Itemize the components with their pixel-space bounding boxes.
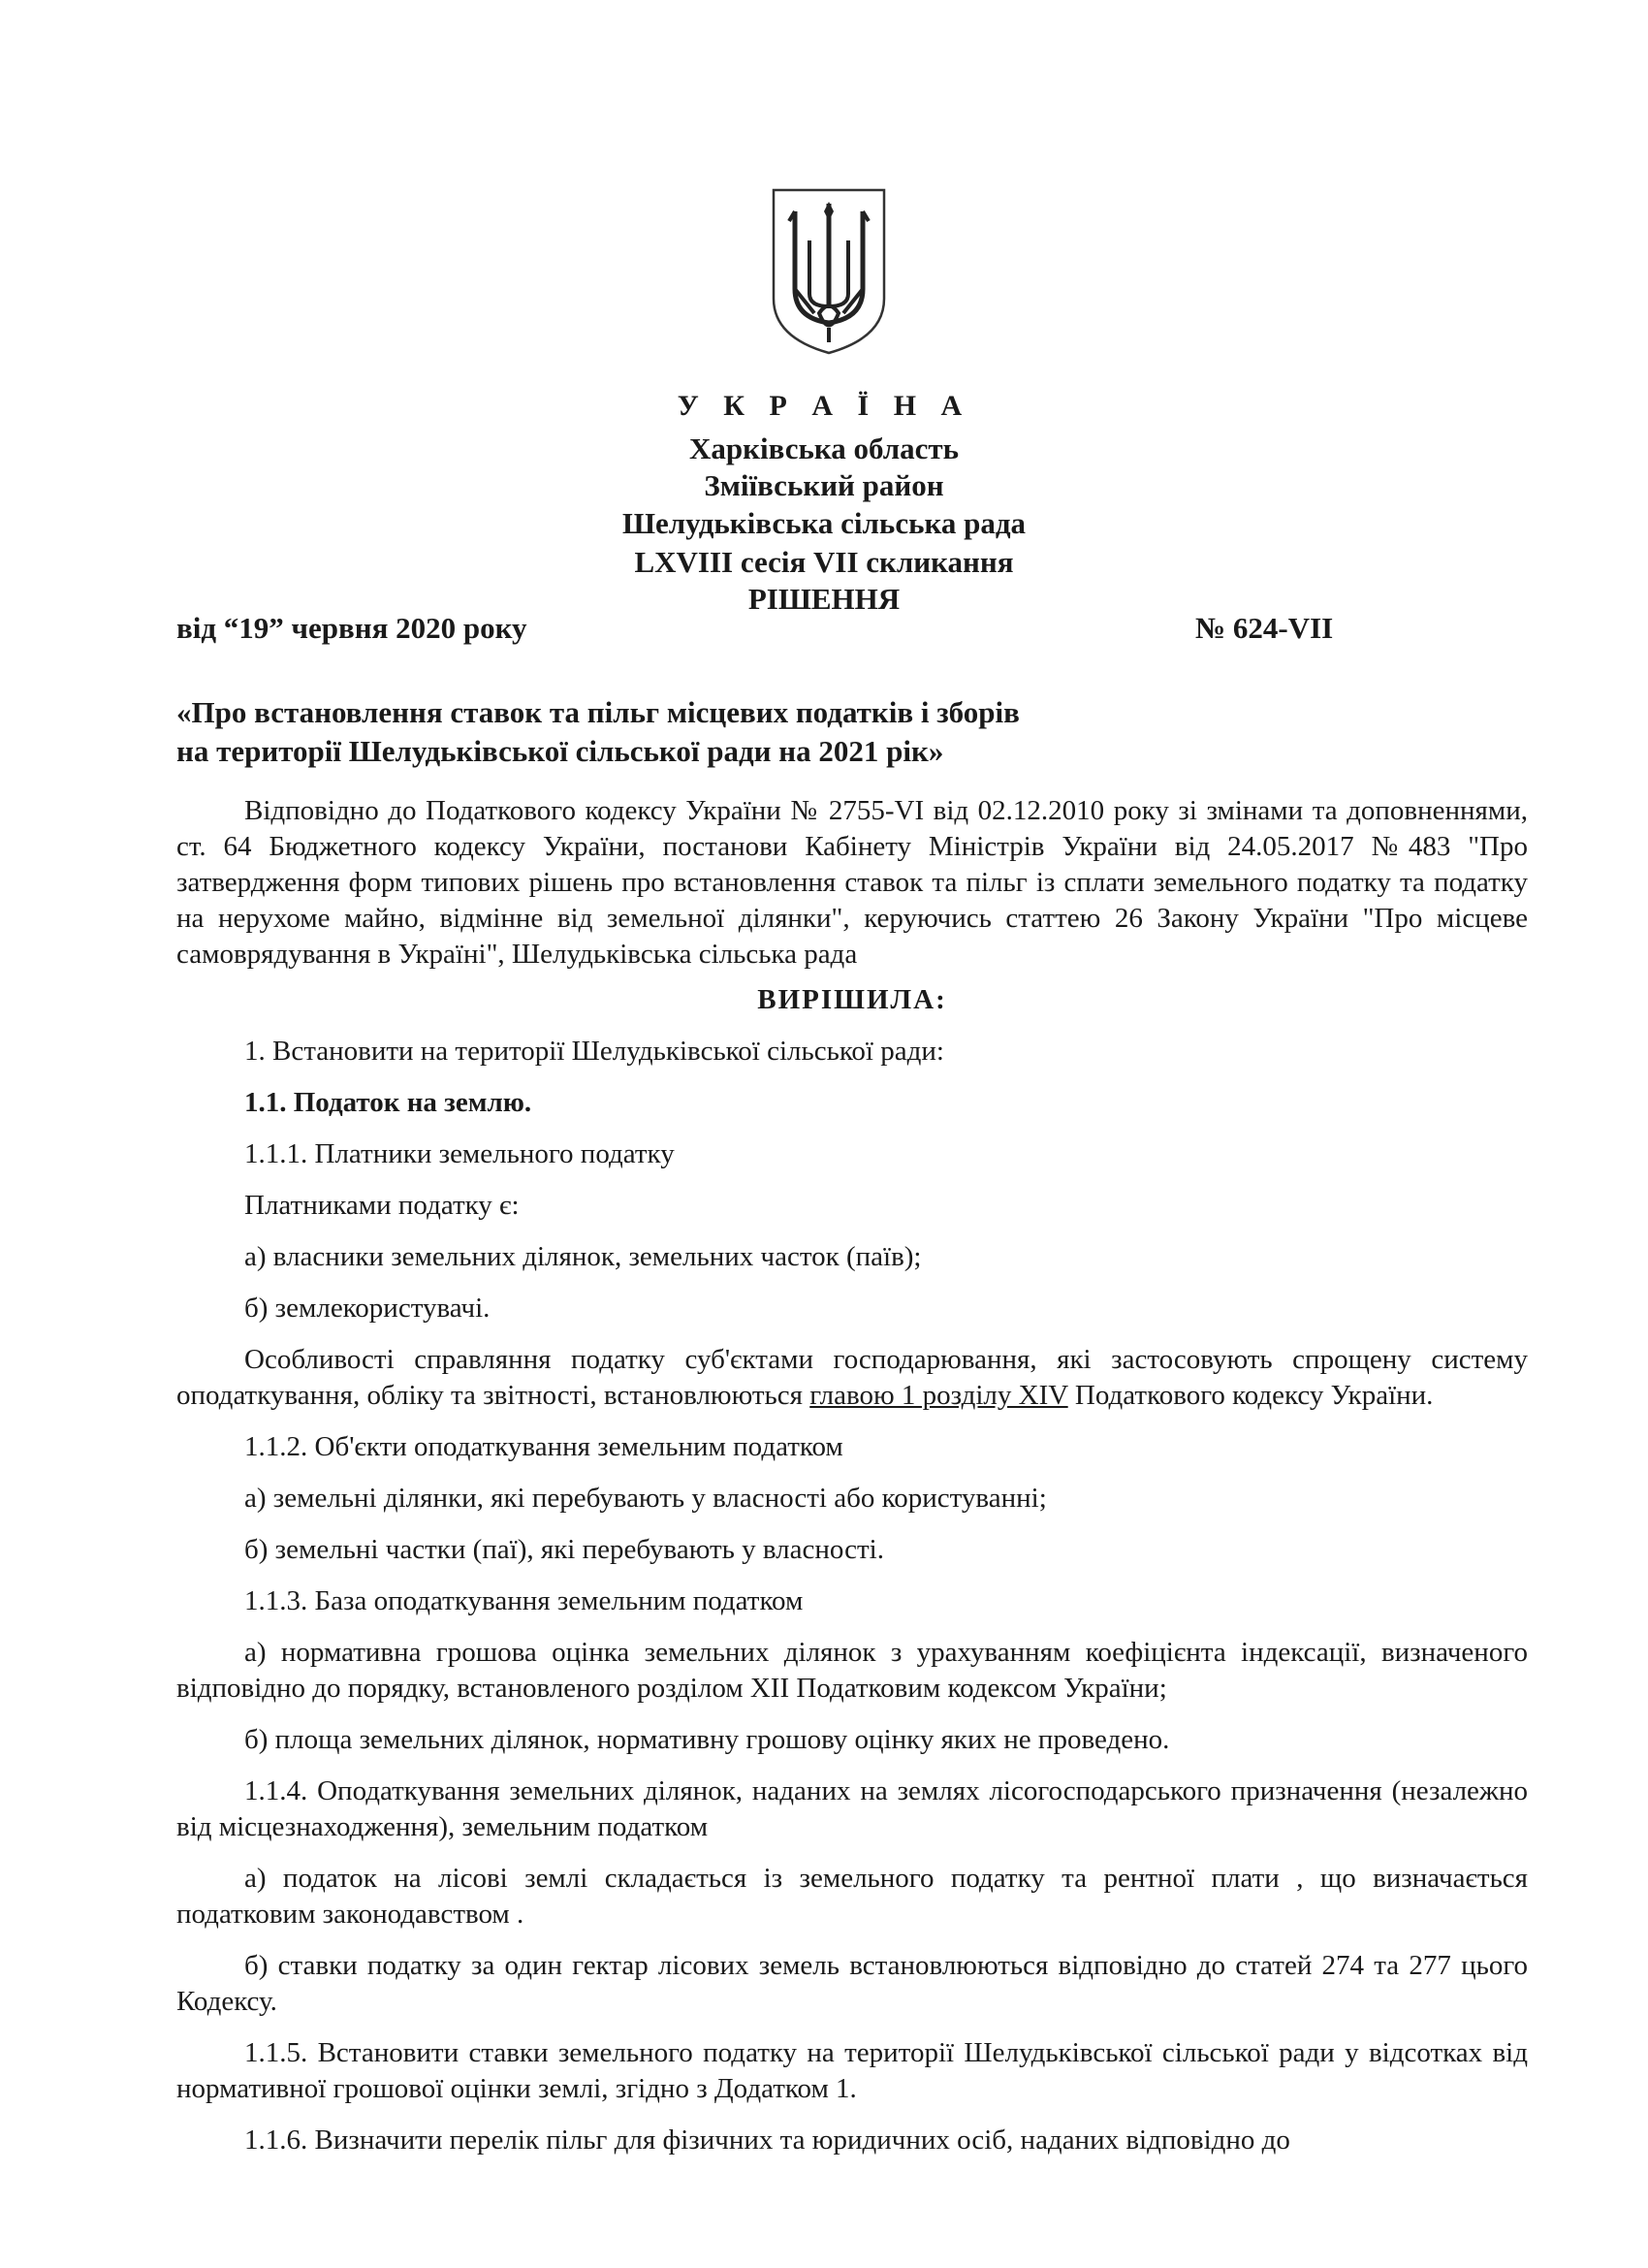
section-1-1-2: 1.1.2. Об'єкти оподаткування земельним податком — [244, 1431, 843, 1462]
section-1-1: 1.1. Податок на землю. — [244, 1087, 532, 1118]
resolved-heading: ВИРІШИЛА: — [757, 984, 947, 1015]
section-1-1-6: 1.1.6. Визначити перелік пільг для фізичних та юридичних осіб, наданих відповідно до — [244, 2124, 1290, 2156]
subject-line-2: на території Шелудьківської сільської ради на 2021 рік» — [176, 734, 944, 768]
section-1-1-4: 1.1.4. Оподаткування земельних ділянок, наданих на землях лісогосподарського призначення (незалежно від місцезнаходження), земельним податком — [176, 1775, 1528, 1842]
coat-of-arms-emblem — [766, 182, 892, 357]
section-1-1-1: 1.1.1. Платники земельного податку — [244, 1138, 675, 1169]
decision-date: від “19” червня 2020 року — [176, 611, 527, 645]
payers-item-b: б) землекористувачі. — [244, 1293, 491, 1324]
objects-item-b: б) земельні частки (паї), які перебувають у власності. — [244, 1534, 884, 1565]
features-paragraph — [176, 1342, 1528, 1414]
header-doc-type: РІШЕННЯ — [747, 582, 901, 616]
section-1-1-5: 1.1.5. Встановити ставки земельного податку на території Шелудьківської сільської ради у відсотках від нормативної грошової оцінки землі, згідно з Додатком 1. — [176, 2037, 1528, 2104]
base-item-a: а) нормативна грошова оцінка земельних ділянок з урахуванням коефіцієнта індексації, визначеного відповідно до порядку, встановленого розділом XII Податковим кодексом України; — [176, 1637, 1528, 1704]
header-country: У К Р А Ї Н А — [677, 390, 971, 422]
header-region: Харківська область — [688, 431, 960, 465]
subject-line-1: «Про встановлення ставок та пільг місцевих податків і зборів — [176, 695, 1020, 729]
features-text-1: Особливості справляння податку суб'єктами господарювання, які застосовують спрощену систему оподаткування, обліку та звітності, встановлюються — [176, 1344, 1528, 1411]
objects-item-a: а) земельні ділянки, які перебувають у власності або користуванні; — [244, 1483, 1047, 1514]
payers-item-a: а) власники земельних ділянок, земельних часток (паїв); — [244, 1241, 922, 1272]
base-item-b: б) площа земельних ділянок, нормативну грошову оцінку яких не проведено. — [244, 1724, 1170, 1755]
decision-number: № 624-VII — [1195, 611, 1334, 645]
header-district: Зміївський район — [704, 468, 944, 502]
payers-intro: Платниками податку є: — [244, 1190, 520, 1221]
preamble-paragraph: Відповідно до Податкового кодексу України № 2755-VI від 02.12.2010 року зі змінами та доповненнями, ст. 64 Бюджетного кодексу України, постанови Кабінету Міністрів України від 24.05.2017 №483 "Про затвердження форм типових рішень про встановлення ставок та пільг із сплати земельного податку та податку на нерухоме майно, відмінне від земельної ділянки", керуючись статтею 26 Закону України "Про місцеве самоврядування в Україні", Шелудьківська сільська рада — [176, 795, 1528, 970]
section-1-1-3: 1.1.3. База оподаткування земельним податком — [244, 1585, 804, 1616]
header-council: Шелудьківська сільська рада — [621, 506, 1027, 540]
features-reference-link[interactable]: главою 1 розділу XIV — [809, 1380, 1068, 1411]
decision-subject — [176, 693, 1437, 771]
features-text-2: Податкового кодексу України. — [1067, 1380, 1434, 1411]
forest-item-a: а) податок на лісові землі складається із земельного податку та рентної плати , що визначається податковим законодавством . — [176, 1863, 1528, 1930]
header-session: LXVIII сесія VII скликання — [634, 545, 1014, 579]
forest-item-b: б) ставки податку за один гектар лісових земель встановлюються відповідно до статей 274 та 277 цього Кодексу. — [176, 1950, 1528, 2017]
section-1: 1. Встановити на території Шелудьківської сільської ради: — [244, 1036, 944, 1067]
decision-body — [176, 793, 1528, 2158]
